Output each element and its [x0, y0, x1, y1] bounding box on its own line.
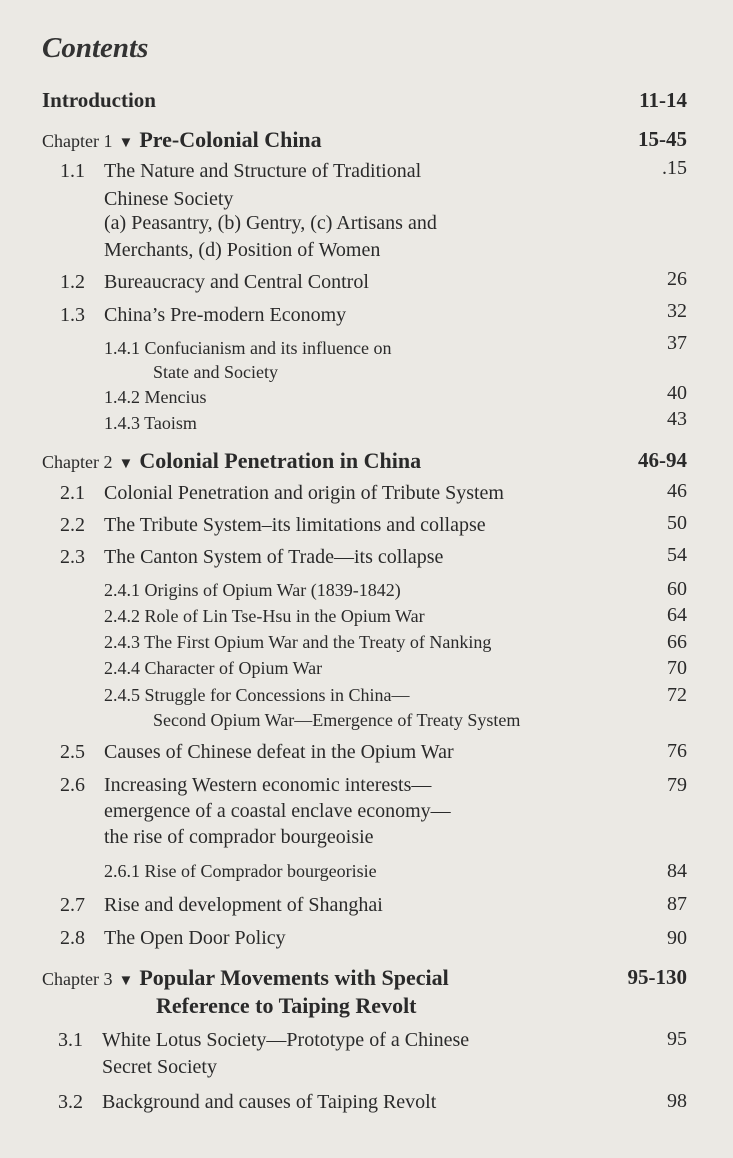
triangle-down-icon: ▼ [118, 456, 134, 472]
page-number: 66 [667, 631, 687, 653]
toc-entry-continuation: Second Opium War—Emergence of Treaty System [153, 710, 521, 730]
page-number: 70 [667, 657, 687, 679]
chapter-label: Chapter 1 [42, 131, 113, 151]
page-number: 46 [667, 480, 687, 502]
toc-entry-3-1[interactable]: White Lotus Society—Prototype of a Chinese [102, 1029, 470, 1051]
section-number: 2.6 [60, 774, 85, 796]
page-number: 60 [667, 578, 687, 600]
toc-entry-continuation: Secret Society [102, 1056, 217, 1078]
page-number: 64 [667, 604, 687, 626]
page-title: Contents [42, 32, 149, 64]
section-number: 2.7 [60, 894, 85, 916]
toc-entry-2-1[interactable]: Colonial Penetration and origin of Tribute System [104, 482, 504, 504]
section-number: 3.2 [58, 1091, 83, 1113]
toc-entry-1-3[interactable]: China’s Pre-modern Economy [104, 304, 347, 326]
section-number: 1.2 [60, 271, 85, 293]
toc-entry-continuation: Chinese Society [104, 188, 234, 210]
page-number: 50 [667, 512, 687, 534]
toc-entry-2-6-1[interactable]: 2.6.1 Rise of Comprador bourgeorisie [104, 861, 377, 881]
toc-entry-1-4-2[interactable]: 1.4.2 Mencius [104, 387, 207, 407]
page-number: 95-130 [627, 965, 687, 989]
page-number: 46-94 [638, 448, 687, 472]
toc-entry-2-4-5[interactable]: 2.4.5 Struggle for Concessions in China— [104, 685, 410, 705]
section-number: 2.3 [60, 546, 85, 568]
toc-entry-2-4-1[interactable]: 2.4.1 Origins of Opium War (1839-1842) [104, 580, 401, 600]
section-number: 2.5 [60, 741, 85, 763]
section-number: 3.1 [58, 1029, 83, 1051]
page-number: 84 [667, 860, 687, 882]
section-number: 2.1 [60, 482, 85, 504]
toc-entry-continuation: emergence of a coastal enclave economy— [104, 800, 451, 822]
toc-entry-2-6[interactable]: Increasing Western economic interests— [104, 774, 432, 796]
toc-entry-continuation: (a) Peasantry, (b) Gentry, (c) Artisans and [104, 212, 437, 234]
section-number: 2.8 [60, 927, 85, 949]
chapter-title: Colonial Penetration in China [139, 448, 422, 473]
chapter-title: Popular Movements with Special [139, 965, 449, 990]
toc-entry-2-3[interactable]: The Canton System of Trade—its collapse [104, 546, 444, 568]
chapter-label: Chapter 2 [42, 452, 113, 472]
page-number: 76 [667, 740, 687, 762]
toc-entry-2-7[interactable]: Rise and development of Shanghai [104, 894, 383, 916]
page-number: 54 [667, 544, 687, 566]
page-number: 90 [667, 927, 687, 949]
toc-entry-2-8[interactable]: The Open Door Policy [104, 927, 286, 949]
chapter-heading-2[interactable] [42, 448, 421, 474]
chapter-label: Chapter 3 [42, 969, 113, 989]
triangle-down-icon: ▼ [118, 973, 134, 989]
page-number: 11-14 [639, 88, 687, 112]
page-number: 15-45 [638, 127, 687, 151]
toc-entry-2-5[interactable]: Causes of Chinese defeat in the Opium War [104, 741, 454, 763]
toc-entry-2-2[interactable]: The Tribute System–its limitations and collapse [104, 514, 486, 536]
page-number: 79 [667, 774, 687, 796]
toc-entry-1-4-1[interactable]: 1.4.1 Confucianism and its influence on [104, 338, 392, 358]
page-number: 98 [667, 1090, 687, 1112]
page-number: 26 [667, 268, 687, 290]
page-number: 87 [667, 893, 687, 915]
section-number: 1.3 [60, 304, 85, 326]
toc-entry-continuation: State and Society [153, 362, 278, 382]
section-number: 1.1 [60, 160, 85, 182]
chapter-heading-1[interactable] [42, 127, 322, 153]
toc-entry-1-2[interactable]: Bureaucracy and Central Control [104, 271, 369, 293]
chapter-heading-3[interactable] [42, 965, 449, 991]
toc-entry-continuation: the rise of comprador bourgeoisie [104, 826, 374, 848]
page-number: 32 [667, 300, 687, 322]
toc-entry-introduction[interactable]: Introduction [42, 88, 156, 112]
toc-entry-continuation: Merchants, (d) Position of Women [104, 239, 381, 261]
page-number: 40 [667, 382, 687, 404]
triangle-down-icon: ▼ [118, 135, 134, 151]
page-number: 72 [667, 684, 687, 706]
page-number: .15 [662, 157, 687, 179]
toc-entry-1-4-3[interactable]: 1.4.3 Taoism [104, 413, 197, 433]
toc-entry-1-1[interactable]: The Nature and Structure of Traditional [104, 160, 422, 182]
chapter-title: Pre-Colonial China [139, 127, 322, 152]
page-number: 95 [667, 1028, 687, 1050]
toc-entry-2-4-2[interactable]: 2.4.2 Role of Lin Tse-Hsu in the Opium War [104, 606, 425, 626]
toc-entry-3-2[interactable]: Background and causes of Taiping Revolt [102, 1091, 437, 1113]
page-number: 43 [667, 408, 687, 430]
toc-entry-2-4-3[interactable]: 2.4.3 The First Opium War and the Treaty of Nanking [104, 632, 492, 652]
section-number: 2.2 [60, 514, 85, 536]
chapter-title-continuation: Reference to Taiping Revolt [156, 993, 417, 1018]
page-number: 37 [667, 332, 687, 354]
toc-entry-2-4-4[interactable]: 2.4.4 Character of Opium War [104, 658, 323, 678]
